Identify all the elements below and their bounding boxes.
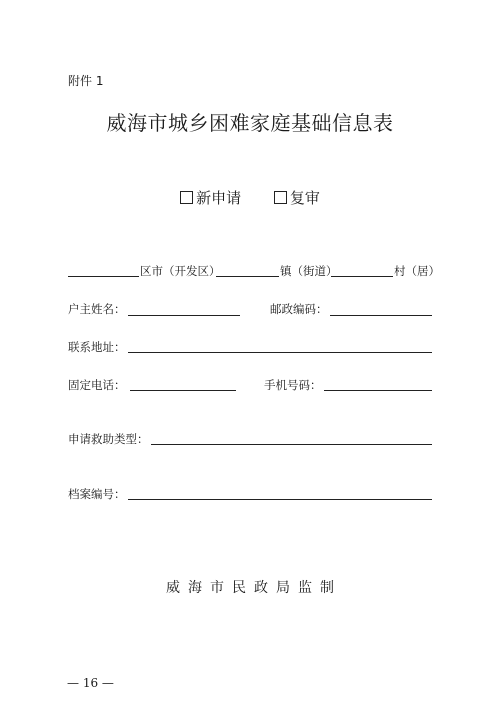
- attachment-label: 附件 1: [68, 74, 104, 88]
- postal-code-field[interactable]: [330, 315, 432, 316]
- new-application-checkbox[interactable]: [180, 191, 193, 204]
- file-number-field[interactable]: [128, 499, 432, 500]
- review-checkbox[interactable]: [274, 191, 287, 204]
- village-field[interactable]: [331, 276, 393, 277]
- district-field[interactable]: [68, 276, 139, 277]
- review-label: 复审: [289, 189, 320, 207]
- address-label: 联系地址：: [68, 340, 126, 354]
- mobile-field[interactable]: [324, 390, 432, 391]
- landline-label: 固定电话：: [68, 378, 126, 392]
- page-number: — 16 —: [67, 676, 114, 690]
- district-label: 区市（开发区）: [140, 264, 221, 278]
- postal-code-label: 邮政编码：: [270, 302, 328, 316]
- assistance-type-label: 申请救助类型：: [68, 432, 149, 446]
- landline-field[interactable]: [130, 390, 236, 391]
- issuer-label: 威海市民政局监制: [166, 580, 342, 596]
- householder-name-field[interactable]: [128, 315, 240, 316]
- address-field[interactable]: [128, 352, 432, 353]
- householder-name-label: 户主姓名：: [68, 302, 126, 316]
- file-number-label: 档案编号：: [68, 487, 126, 501]
- new-application-label: 新申请: [196, 189, 242, 207]
- assistance-type-field[interactable]: [151, 444, 432, 445]
- new-application-option[interactable]: [180, 187, 241, 208]
- page-title: 威海市城乡困难家庭基础信息表: [106, 111, 394, 135]
- town-field[interactable]: [216, 276, 279, 277]
- application-type-options: [0, 187, 500, 208]
- town-label: 镇（街道）: [280, 264, 338, 278]
- village-label: 村（居）: [394, 264, 440, 278]
- mobile-label: 手机号码：: [264, 378, 322, 392]
- review-option[interactable]: [274, 187, 320, 208]
